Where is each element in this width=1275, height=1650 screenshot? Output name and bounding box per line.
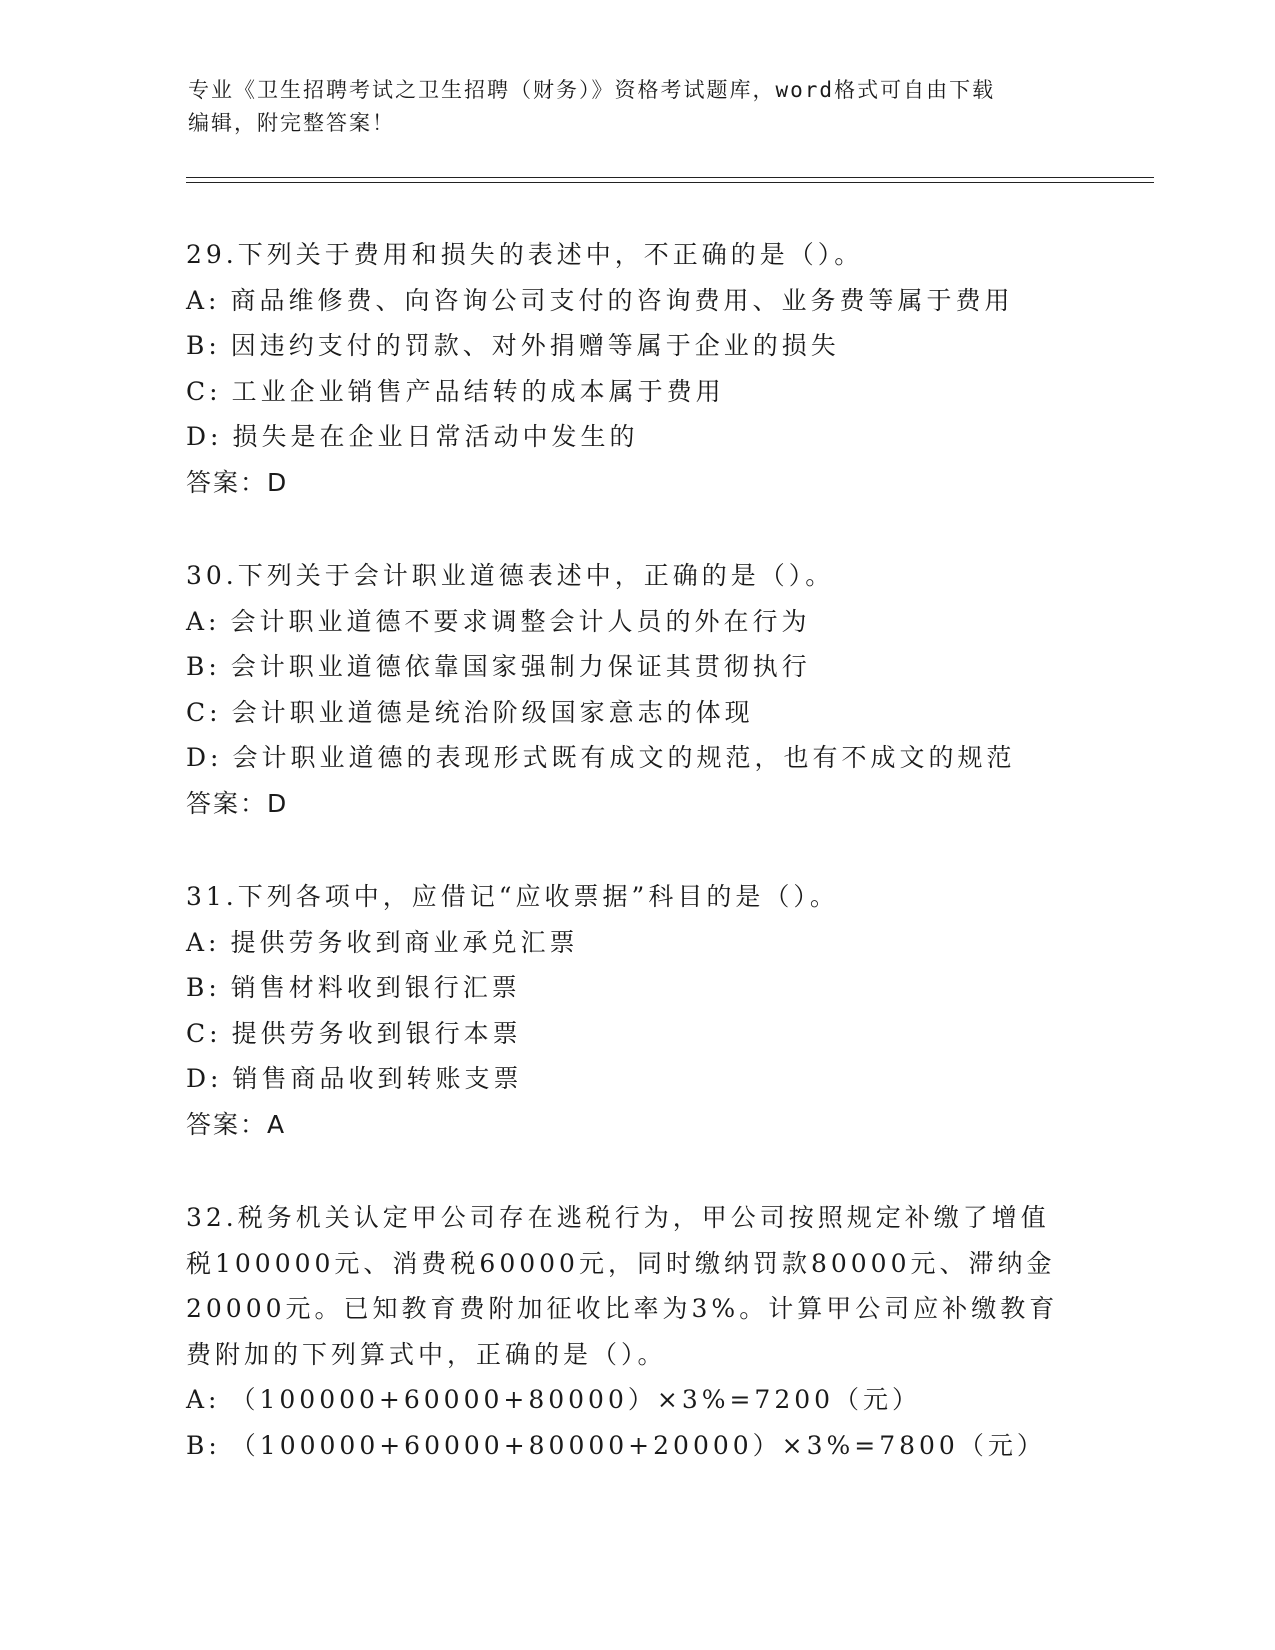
option-text: 会计职业道德的表现形式既有成文的规范，也有不成文的规范 bbox=[232, 743, 1016, 772]
option-text: 提供劳务收到银行本票 bbox=[231, 1018, 522, 1048]
option-b bbox=[186, 965, 1086, 1011]
option-text: （100000+60000+80000+20000）×3%=7800（元） bbox=[230, 1430, 1046, 1460]
question-stem: 32.税务机关认定甲公司存在逃税行为，甲公司按照规定补缴了增值税100000元、消费税60000元，同时缴纳罚款80000元、滞纳金20000元。已知教育费附加征收比率为3%。计算甲公司应补缴教育费附加的下列算式中，正确的是（）。 bbox=[186, 1203, 1059, 1369]
answer-line: 答案：A bbox=[186, 1109, 287, 1139]
option-d bbox=[186, 414, 1086, 460]
answer-line: 答案：D bbox=[186, 467, 289, 497]
option-text: 工业企业销售产品结转的成本属于费用 bbox=[231, 376, 725, 406]
question-30 bbox=[186, 553, 1086, 826]
option-label: C: bbox=[186, 1018, 222, 1048]
option-c bbox=[186, 1011, 1086, 1057]
option-text: （100000+60000+80000）×3%=7200（元） bbox=[230, 1385, 922, 1414]
option-b bbox=[186, 644, 1086, 690]
question-stem: 29.下列关于费用和损失的表述中，不正确的是（）。 bbox=[186, 240, 864, 269]
option-text: 提供劳务收到商业承兑汇票 bbox=[230, 927, 579, 957]
option-text: 因违约支付的罚款、对外捐赠等属于企业的损失 bbox=[230, 331, 840, 360]
option-label: C: bbox=[186, 697, 222, 727]
question-stem: 31.下列各项中，应借记“应收票据”科目的是（）。 bbox=[186, 882, 839, 911]
option-label: D: bbox=[186, 1064, 223, 1093]
option-b bbox=[186, 1423, 1086, 1469]
page-header bbox=[188, 74, 1088, 140]
option-text: 销售商品收到转账支票 bbox=[232, 1064, 523, 1093]
option-a bbox=[186, 920, 1086, 966]
header-rule-top bbox=[186, 177, 1154, 178]
option-d bbox=[186, 1056, 1086, 1102]
option-c bbox=[186, 369, 1086, 415]
option-label: A: bbox=[186, 285, 221, 315]
option-label: B: bbox=[186, 1430, 221, 1460]
option-label: A: bbox=[186, 927, 221, 957]
option-text: 会计职业道德依靠国家强制力保证其贯彻执行 bbox=[230, 652, 811, 681]
option-a bbox=[186, 278, 1086, 324]
option-label: B: bbox=[186, 652, 221, 681]
option-text: 销售材料收到银行汇票 bbox=[230, 973, 521, 1002]
option-label: B: bbox=[186, 331, 221, 360]
option-b bbox=[186, 323, 1086, 369]
header-line-2: 编辑，附完整答案！ bbox=[188, 111, 395, 135]
header-rule-bottom bbox=[186, 182, 1154, 183]
option-label: C: bbox=[186, 376, 222, 406]
option-label: D: bbox=[186, 743, 223, 772]
option-label: D: bbox=[186, 422, 223, 451]
option-a bbox=[186, 599, 1086, 645]
option-text: 会计职业道德不要求调整会计人员的外在行为 bbox=[230, 606, 811, 636]
option-label: A: bbox=[186, 606, 221, 636]
option-c bbox=[186, 690, 1086, 736]
question-stem: 30.下列关于会计职业道德表述中，正确的是（）。 bbox=[186, 561, 835, 590]
answer-line: 答案：D bbox=[186, 788, 289, 818]
header-line-1: 专业《卫生招聘考试之卫生招聘（财务）》资格考试题库，word格式可自由下载 bbox=[188, 78, 996, 102]
option-d bbox=[186, 735, 1086, 781]
question-29 bbox=[186, 232, 1086, 505]
question-31 bbox=[186, 874, 1086, 1147]
question-32 bbox=[186, 1195, 1086, 1468]
question-list bbox=[186, 232, 1086, 1516]
option-a bbox=[186, 1377, 1086, 1423]
option-text: 商品维修费、向咨询公司支付的咨询费用、业务费等属于费用 bbox=[230, 285, 1014, 315]
option-label: A: bbox=[186, 1385, 221, 1414]
option-label: B: bbox=[186, 973, 221, 1002]
option-text: 损失是在企业日常活动中发生的 bbox=[232, 422, 639, 451]
option-text: 会计职业道德是统治阶级国家意志的体现 bbox=[231, 697, 754, 727]
